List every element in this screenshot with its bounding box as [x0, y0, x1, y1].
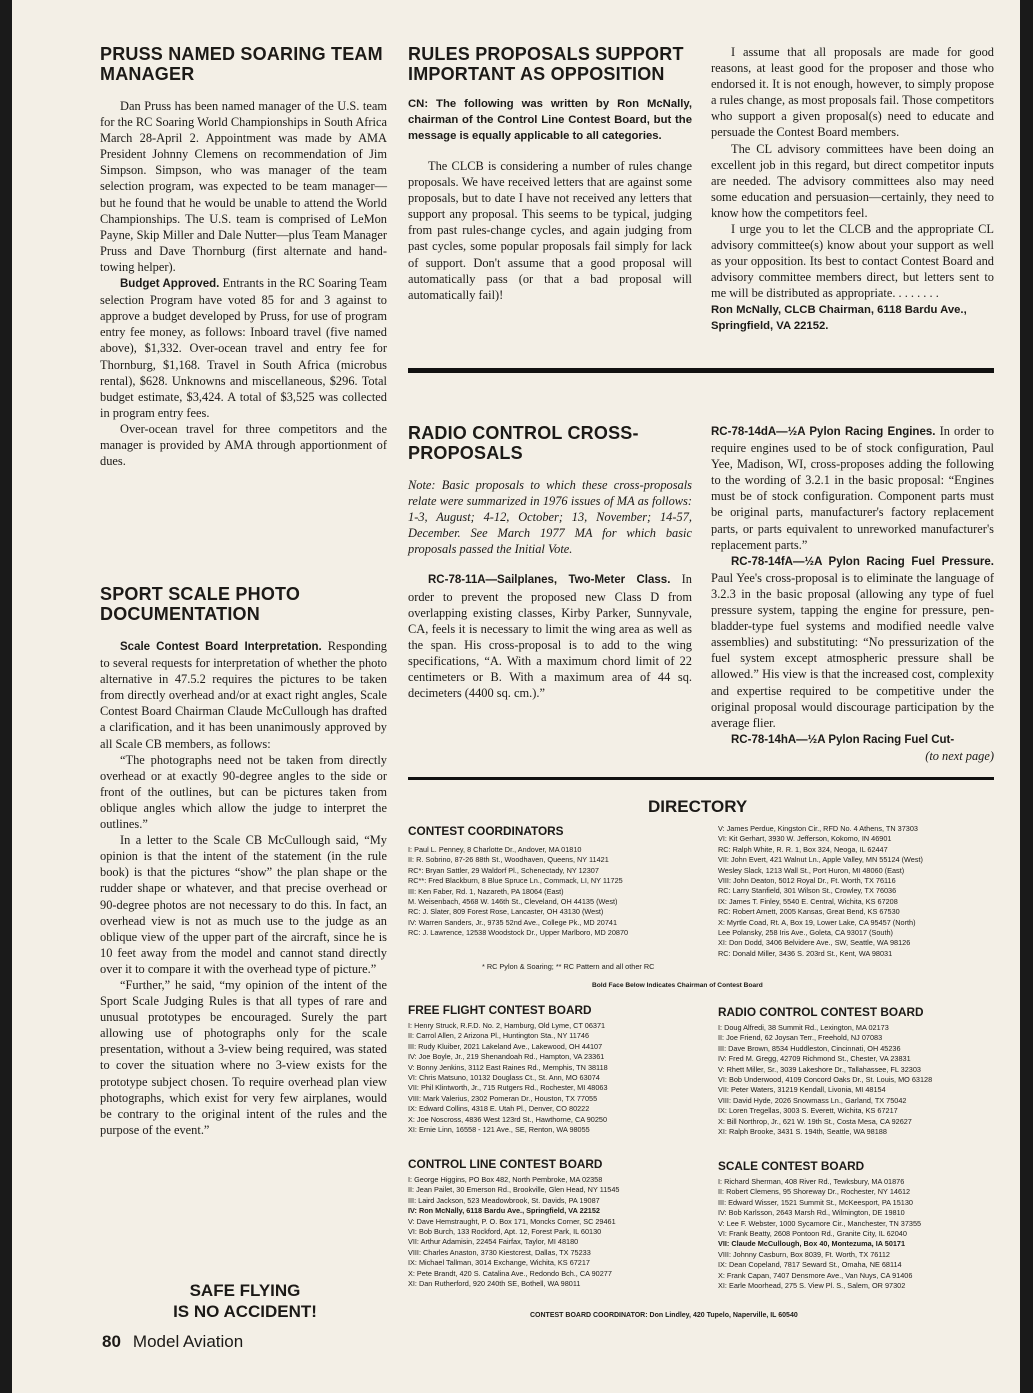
directory-entry: II: Robert Clemens, 95 Shoreway Dr., Rochester, NY 14612 — [718, 1187, 911, 1197]
page-footer — [102, 1332, 243, 1352]
directory-entry: IX: Michael Tallman, 3014 Exchange, Wichita, KS 67217 — [408, 1258, 590, 1268]
control-line-list — [408, 1175, 708, 1289]
rc-cross-note: Note: Basic proposals to which these cross-proposals relate were summarized in 1976 issues of MA as follows: 1-3, August; 4-12, October; 13, November; 14-57, December. See March 1977 MA for which basic proposals passed the Initial Vote. — [408, 478, 692, 557]
directory-entry: XI: Ralph Brooke, 3431 S. 194th, Seattle, WA 98188 — [718, 1127, 887, 1137]
directory-entry: IV: Joe Boyle, Jr., 219 Shenandoah Rd., Hampton, VA 23361 — [408, 1052, 605, 1062]
directory-entry: VII: Phil Klintworth, Jr., 715 Rutgers Rd., Rochester, MI 48063 — [408, 1083, 608, 1093]
contest-coordinators-list-left — [408, 845, 708, 939]
directory-entry: I: Doug Alfredi, 38 Summit Rd., Lexington, MA 02173 — [718, 1023, 889, 1032]
safe-flying-slogan — [130, 1280, 360, 1322]
directory-entry: IV: Bob Karlsson, 2643 Marsh Rd., Wilmington, DE 19810 — [718, 1208, 905, 1218]
scale-interpretation-lead: Scale Contest Board Interpretation. — [120, 641, 322, 653]
directory-entry: V: Lee F. Webster, 1000 Sycamore Cir., Manchester, TN 37355 — [718, 1218, 922, 1228]
rules-article-col-2 — [711, 44, 994, 334]
directory-entry: V: Bonny Jenkins, 3112 East Raines Rd., Memphis, TN 38118 — [408, 1062, 608, 1072]
directory-entry: M. Weisenbach, 4568 W. 146th St., Cleveland, OH 44135 (West) — [408, 897, 618, 907]
directory-entry: RC: Larry Stanfield, 301 Wilson St., Crowley, TX 76036 — [718, 886, 897, 896]
directory-entry: IX: James T. Finley, 5540 E. Central, Wichita, KS 67208 — [718, 896, 898, 906]
directory-entry: IV: Fred M. Gregg, 42709 Richmond St., Chester, VA 23831 — [718, 1054, 911, 1064]
rules-intro: CN: The following was written by Ron McNally, chairman of the Control Line Contest Board, but the message is equally applicable to all categories. — [408, 98, 692, 142]
continued-notice: (to next page) — [925, 748, 994, 763]
directory-entry: IX: Edward Collins, 4318 E. Utah Pl., Denver, CO 80222 — [408, 1104, 590, 1114]
rules-signature: Ron McNally, CLCB Chairman, 6118 Bardu Ave., Springfield, VA 22152. — [711, 303, 967, 332]
directory-entry: VIII: Mark Valerius, 2302 Pomeran Dr., Houston, TX 77055 — [408, 1093, 598, 1103]
directory-entry: IX: Loren Tregellas, 3003 S. Everett, Wichita, KS 67217 — [718, 1106, 898, 1116]
rules-article-col-1 — [408, 44, 692, 303]
directory-entry: V: Dave Hemstraught, P. O. Box 171, Moncks Corner, SC 29461 — [408, 1216, 616, 1226]
pruss-paragraph-1: Dan Pruss has been named manager of the U.S. team for the RC Soaring World Championships in South Africa March 28-April 2. Appointment was made by AMA President Johnny Clemens on recommendation of Jim Simpson. Simpson, who was manager of the team selection program, was expected to be team manager—but he found that he would be unable to attend the World Championships. The U.S. team is comprised of LeMon Payne, Skip Miller and Dale Nutter—plus Team Manager Pruss and Dave Thornburg (first alternate and hand-towing helper). — [100, 99, 387, 274]
pruss-headline: PRUSS NAMED SOARING TEAM MANAGER — [100, 44, 383, 84]
directory-entry: II: R. Sobrino, 87-26 88th St., Woodhaven, Queens, NY 11421 — [408, 855, 609, 865]
directory-entry: XI: Don Dodd, 3406 Belvidere Ave., SW, Seattle, WA 98126 — [718, 938, 911, 948]
rc-cross-col-2 — [711, 423, 994, 764]
pruss-article — [100, 44, 387, 469]
directory-entry: I: Henry Struck, R.F.D. No. 2, Hamburg, Old Lyme, CT 06371 — [408, 1021, 606, 1030]
directory-entry: XI: Earle Moorhead, 275 S. View Pl. S., Salem, OR 97302 — [718, 1281, 906, 1291]
directory-entry: VI: Chris Matsuno, 10132 Douglass Ct., St. Ann, MO 63074 — [408, 1073, 600, 1083]
directory-entry: VI: Kit Gerhart, 3930 W. Jefferson, Kokomo, IN 46901 — [718, 834, 892, 844]
directory-entry: V: James Perdue, Kingston Cir., RFD No. 4 Athens, TN 37303 — [718, 824, 918, 833]
rc-cross-col-1 — [408, 423, 692, 701]
directory-entry: RC: Donald Miller, 3436 S. 203rd St., Kent, WA 98031 — [718, 948, 893, 958]
directory-entry: VII: John Evert, 421 Walnut Ln., Apple Valley, MN 55124 (West) — [718, 855, 923, 865]
cc-footnote: * RC Pylon & Soaring; ** RC Pattern and all other RC — [482, 962, 655, 971]
scale-board-heading: SCALE CONTEST BOARD — [718, 1159, 865, 1173]
directory-entry: VII: Peter Waters, 31219 Kendall, Livonia, MI 48154 — [718, 1085, 886, 1095]
radio-control-board-list — [718, 1023, 1004, 1137]
directory-entry: X: Pete Brandt, 420 S. Catalina Ave., Redondo Bch., CA 90277 — [408, 1268, 612, 1278]
directory-entry: X: Frank Capan, 7407 Densmore Ave., Van Nuys, CA 91406 — [718, 1270, 913, 1280]
rules-paragraph-4: I urge you to let the CLCB and the appropriate CL advisory committee(s) know about your support as well as your opposition. Its best to contact Contest Board and advisory committee members direct, but letters sent to me will be distributed as appropriate. . . . . . . . — [711, 222, 994, 301]
rc-78-11a-text: In order to prevent the proposed new Class D from overlapping existing classes, Kirby Parker, Sunnyvale, CA, feels it is necessary to limit the wing area as well as the span. His cross-proposal is to add to the wing specifications, “A. With a maximum chord limit of 22 centimeters or B. With a maximum area of 44 sq. decimeters (4400 sq. cm.).” — [408, 572, 692, 701]
directory-entry: II: Joe Friend, 62 Joysan Terr., Freehold, NJ 07083 — [718, 1033, 883, 1043]
directory-entry: VIII: Johnny Casburn, Box 8039, Ft. Worth, TX 76112 — [718, 1249, 890, 1259]
rules-paragraph-1: The CLCB is considering a number of rules change proposals. We have received letters that are against some proposals, but to date I have not received any letters that support any proposal. This seems to be typical, judging from past rules-change cycles, and again judging from past cycles, some popular proposals fail simply for lack of support. Don't assume that a good proposal will automatically pass (or that a bad proposal will automatically fail)! — [408, 159, 692, 302]
directory-entry: VIII: David Hyde, 2026 Snowmass Ln., Garland, TX 75042 — [718, 1095, 907, 1105]
directory-entry: VII: Arthur Adamisin, 22454 Fairfax, Taylor, MI 48180 — [408, 1237, 579, 1247]
directory-entry: III: Dave Brown, 8534 Huddleston, Cincinnati, OH 45236 — [718, 1043, 901, 1053]
directory-entry: Wesley Slack, 1213 Wall St., Port Huron, MI 48060 (East) — [718, 865, 905, 875]
directory-entry: III: Edward Wisser, 1521 Summit St., McKeesport, PA 15130 — [718, 1197, 913, 1207]
directory-entry: III: Laird Jackson, 523 Meadowbrook, St. Davids, PA 19087 — [408, 1195, 600, 1205]
directory-entry: VIII: Charles Anaston, 3730 Kiestcrest, Dallas, TX 75233 — [408, 1247, 591, 1257]
directory-entry: IV: Warren Sanders, Jr., 9735 52nd Ave., College Pk., MD 20741 — [408, 917, 618, 927]
rules-paragraph-3: The CL advisory committees have been doing an excellent job in this regard, but direct competitor inputs are needed. The advisory committees also may need some education and persuasion—certainly, they need to know how the competitors feel. — [711, 141, 994, 220]
rc-78-14da-text: In order to require engines used to be of stock configuration, Paul Yee, Madison, WI, cross-proposes adding the following to the wording of 3.2.1 in the basic proposal: “Engines must be of stock configuration. Component parts must be original parts, manufacturer's factory replacement parts, or parts equivalent to unreworked manufacturer's replacement parts.” — [711, 424, 994, 552]
free-flight-heading: FREE FLIGHT CONTEST BOARD — [408, 1003, 592, 1017]
budget-approved-lead: Budget Approved. — [120, 278, 220, 291]
directory-entry: VI: Bob Underwood, 4109 Concord Oaks Dr., St. Louis, MO 63128 — [718, 1075, 933, 1085]
pruss-paragraph-3: Over-ocean travel for three competitors and the manager is provided by AMA through apportionment of dues. — [100, 421, 387, 469]
directory-entry: RC: Robert Arnett, 2005 Kansas, Great Bend, KS 67530 — [718, 907, 900, 917]
free-flight-list — [408, 1021, 708, 1135]
rc-78-14da-lead: RC-78-14dA—½A Pylon Racing Engines. — [711, 426, 936, 438]
safe-flying-line-2: IS NO ACCIDENT! — [173, 1302, 317, 1321]
divider-rule-1 — [408, 368, 994, 373]
directory-entry: RC: J. Lawrence, 12538 Woodstock Dr., Upper Marlboro, MD 20870 — [408, 928, 629, 938]
directory-entry: XI: Ernie Linn, 16558 - 121 Ave., SE, Renton, WA 98055 — [408, 1125, 590, 1135]
contest-coordinators-list-right — [718, 824, 1004, 959]
directory-entry: Lee Polansky, 258 Iris Ave., Goleta, CA 93017 (South) — [718, 928, 893, 938]
rc-cross-headline: RADIO CONTROL CROSS-PROPOSALS — [408, 423, 639, 463]
directory-entry: III: Rudy Kluiber, 2021 Lakeland Ave., Lakewood, OH 44107 — [408, 1041, 603, 1051]
page-number: 80 — [102, 1332, 121, 1351]
directory-entry: VIII: John Deaton, 5012 Royal Dr., Ft. Worth, TX 76116 — [718, 876, 896, 886]
radio-control-board-heading: RADIO CONTROL CONTEST BOARD — [718, 1005, 924, 1019]
rc-78-14fa-text: Paul Yee's cross-proposal is to eliminate the language of 3.2.3 in the basic proposal (allowing any type of fuel pressure system, tapping the engine for pressure, pen-bladder-type fuel systems and modified needle valve assemblies) and substituting: “No pressurization of the fuel system except atmospheric pressure shall be allowed.” His view is that the increased cost, complexity and expertise required to be competitive under the original proposal would discourage participation by the average flier. — [711, 570, 994, 730]
sport-scale-article — [100, 584, 387, 1138]
pruss-paragraph-2: Entrants in the RC Soaring Team selection Program have voted 85 for and 3 against to approve a budget developed by Pruss, for use of program entry fee money, as follows: Inboard travel (five named above), $1,332. Over-ocean travel and entry fee for Thornburg, $1,168. Travel in South Africa (microbus rental), $628. Unknowns and miscellaneous, $296. Total budget estimate, $3,424. A total of $3,525 was collected in program entry fees. — [100, 276, 387, 420]
divider-rule-2 — [408, 777, 994, 780]
directory-entry: III: Ken Faber, Rd. 1, Nazareth, PA 18064 (East) — [408, 886, 564, 896]
contest-board-coordinator: CONTEST BOARD COORDINATOR: Don Lindley, 420 Tupelo, Naperville, IL 60540 — [530, 1312, 798, 1319]
sport-scale-headline: SPORT SCALE PHOTO DOCUMENTATION — [100, 584, 301, 624]
directory-entry: VI: Frank Beatty, 2608 Pontoon Rd., Granite City, IL 62040 — [718, 1229, 907, 1239]
contest-coordinators-heading: CONTEST COORDINATORS — [408, 824, 564, 838]
sport-scale-body — [100, 638, 387, 1138]
bold-face-note: Bold Face Below Indicates Chairman of Contest Board — [592, 982, 763, 989]
directory-entry: RC: J. Slater, 809 Forest Rose, Lancaster, OH 43130 (West) — [408, 907, 604, 917]
directory-entry: II: Carrol Allen, 2 Arizona Pl., Huntington Sta., NY 11746 — [408, 1031, 590, 1041]
directory-entry: RC**: Fred Blackburn, 8 Blue Spruce Ln., Commack, LI, NY 11725 — [408, 876, 623, 886]
directory-entry: I: Paul L. Penney, 8 Charlotte Dr., Andover, MA 01810 — [408, 845, 582, 854]
directory-entry: X: Joe Noscross, 4836 West 123rd St., Hawthorne, CA 90250 — [408, 1114, 608, 1124]
rc-78-14ha-lead: RC-78-14hA—½A Pylon Racing Fuel Cut- — [731, 733, 955, 746]
directory-entry: RC: Ralph White, R. R. 1, Box 324, Neoga, IL 62447 — [718, 844, 888, 854]
control-line-heading: CONTROL LINE CONTEST BOARD — [408, 1157, 603, 1171]
directory-entry: VI: Bob Burch, 133 Rockford, Apt. 12, Forest Park, IL 60130 — [408, 1227, 602, 1237]
directory-entry: XI: Dan Rutherford, 920 240th SE, Bothell, WA 98011 — [408, 1279, 581, 1289]
magazine-page — [12, 0, 1020, 1393]
directory-entry: X: Myrtle Coad, Rt. A, Box 19, Lower Lake, CA 95457 (North) — [718, 917, 916, 927]
directory-entry: I: George Higgins, PO Box 482, North Pembroke, MA 02358 — [408, 1175, 603, 1184]
sport-scale-paragraph-2: “The photographs need not be taken from directly overhead or at exactly 90-degree angles to the side or front of the outlines, but can be pictures taken from oblique angles which allow the judge to interpret the outlines.” — [100, 752, 387, 832]
rules-headline: RULES PROPOSALS SUPPORT IMPORTANT AS OPPOSITION — [408, 44, 684, 84]
safe-flying-line-1: SAFE FLYING — [189, 1281, 301, 1300]
magazine-name: Model Aviation — [132, 1332, 244, 1351]
sport-scale-paragraph-4: “Further,” he said, “my opinion of the intent of the Sport Scale Judging Rules is that all types of rare and unusual prototypes be encouraged. Surely the part allowing use of photographs only for the scale presentation, without a 3-view being required, was stated to cover the situation where no 3-view exists for the prototype subject chosen. To require overhead plan view photographs, which exist for very few airplanes, would be contrary to the original intent of the rules and the purpose of the event.” — [100, 977, 387, 1137]
directory-entry: V: Rhett Miller, Sr., 3039 Lakeshore Dr., Tallahassee, FL 32303 — [718, 1064, 921, 1074]
directory-title: DIRECTORY — [648, 797, 748, 816]
sport-scale-paragraph-3: In a letter to the Scale CB McCullough said, “My opinion is that the intent of the statement (in the rule book) is that the pictures “show” the plan shape or the rudder shape or whatever, and that precise overhead or 90-degree photos are not necessary to do this. In fact, an overhead view is not as much use to the judge as an oblique view of the upper part of the aircraft, since he is 10 feet away from the model and cannot stand directly over it to compare it with the overhead type of picture.” — [100, 833, 387, 976]
directory-entry: X: Bill Northrop, Jr., 621 W. 19th St., Costa Mesa, CA 92627 — [718, 1116, 912, 1126]
rules-paragraph-2: I assume that all proposals are made for good reasons, at least good for the proposer and those who endorsed it. It is not enough, however, to simply propose a rules change, as most proposals fail. Those competitors who support a given proposal(s) need to educate and persuade the Contest Board members. — [711, 45, 994, 140]
directory-entry: II: Jean Pailet, 30 Emerson Rd., Brookville, Glen Head, NY 11545 — [408, 1185, 620, 1195]
rc-78-11a-lead: RC-78-11A—Sailplanes, Two-Meter Class. — [428, 574, 671, 587]
rc-78-14fa-lead: RC-78-14fA—½A Pylon Racing Fuel Pressure. — [731, 555, 994, 568]
directory-entry: IV: Ron McNally, 6118 Bardu Ave., Springfield, VA 22152 — [408, 1206, 600, 1216]
sport-scale-paragraph-1: Responding to several requests for interpretation of whether the photo alternative in 47.5.2 requires the pictures to be taken from directly overhead and/or at exact right angles, Scale Contest Board Chairman Claude McCullough has drafted a clarification, and it has been unanimously approved by all Scale CB members, as follows: — [100, 639, 387, 751]
directory-entry: VII: Claude McCullough, Box 40, Montezuma, IA 50171 — [718, 1239, 906, 1249]
directory-entry: RC*: Bryan Sattler, 29 Waldorf Pl., Schenectady, NY 12307 — [408, 865, 599, 875]
scale-board-list — [718, 1177, 1004, 1291]
directory-entry: I: Richard Sherman, 408 River Rd., Tewksbury, MA 01876 — [718, 1177, 905, 1186]
directory-entry: IX: Dean Copeland, 7817 Seward St., Omaha, NE 68114 — [718, 1260, 902, 1270]
pruss-body — [100, 98, 387, 469]
